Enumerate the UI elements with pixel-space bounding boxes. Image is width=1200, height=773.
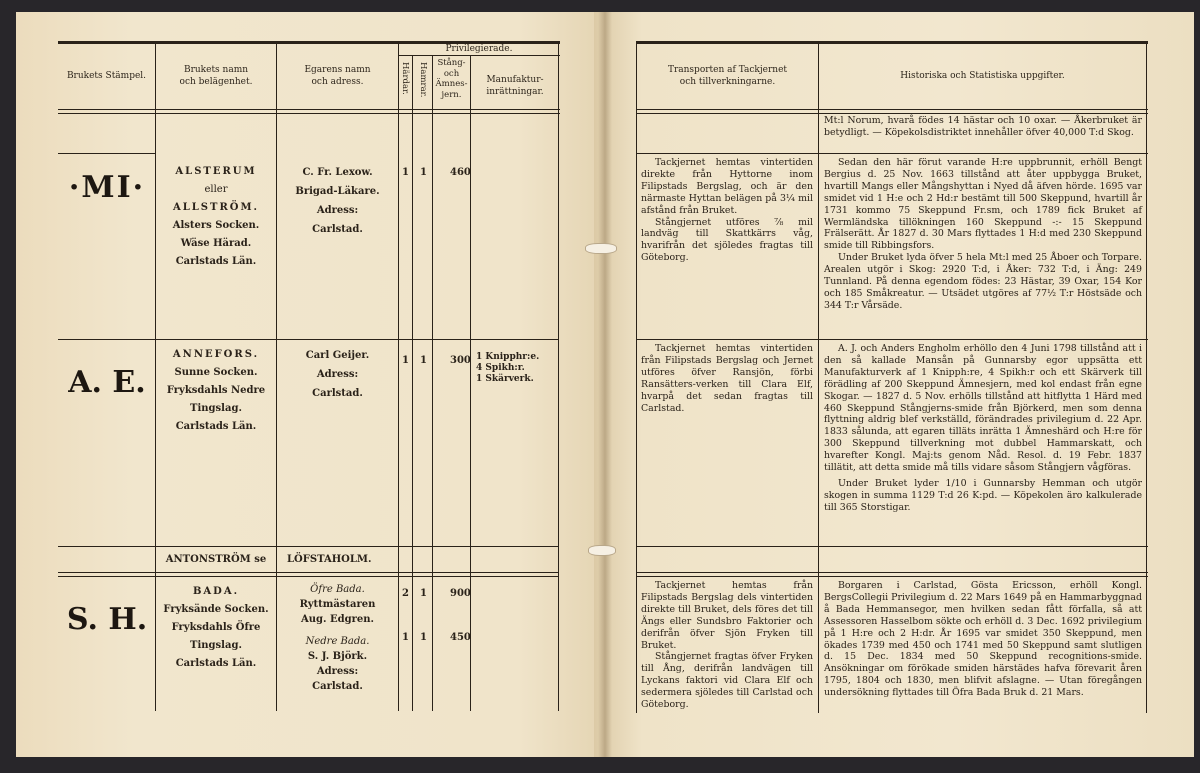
privileged-rule (398, 55, 560, 56)
right-row-rule-annefors (636, 546, 1148, 547)
hamrar-bada-nedre: 1 (420, 632, 427, 643)
row-rule-alsterum (58, 339, 558, 340)
header-manufaktur: Manufaktur- inrättningar. (486, 75, 544, 97)
stang-alsterum: 460 (450, 167, 471, 178)
header-stang: Stång- och Ämnes- jern. (435, 58, 468, 100)
right-row-rule-antonstrom (636, 572, 1148, 573)
stang-bada-ofre: 900 (450, 588, 471, 599)
header-history: Historiska och Statistiska uppgifter. (900, 71, 1065, 81)
works-name-alsterum: ALSTERUM eller ALLSTRÖM. Alsters Socken. Wäse Härad. Carlstads Län. (172, 166, 260, 267)
hardar-bada-ofre: 2 (402, 588, 409, 599)
hardar-bada-nedre: 1 (402, 632, 409, 643)
right-left-edge (636, 41, 637, 713)
works-name-annefors: ANNEFORS. Sunne Socken. Fryksdahls Nedre Tingslag. Carlstads Län. (166, 349, 266, 432)
right-top-rule (636, 41, 1148, 44)
row-rule-annefors (58, 546, 558, 547)
stang-annefors: 300 (450, 355, 471, 366)
owner-annefors: Carl Geijer. Adress: Carlstad. (305, 350, 370, 399)
binding-hole-bottom (588, 545, 616, 556)
stamp-row-rule-1 (58, 153, 156, 154)
right-row-rule-alsterum (636, 339, 1148, 340)
right-row-rule-cont (636, 153, 1148, 154)
transport-alsterum: Tackjernet hemtas vintertiden direkte från Hyttorne inom Filipstads Bergslag, och är den närmaste Hyttan belägen på 3¼ mil afstånd från Bruket. Stångjernet utföres ⅞ mil landväg till Skattkärrs våg, hvarifrån det sjöledes fragtas till Göteborg. (641, 157, 813, 264)
right-header-rule-1 (636, 109, 1148, 110)
col-divider-stang (470, 55, 471, 711)
history-continuation: Mt:l Norum, hvarå födes 14 hästar och 10 oxar. — Åkerbruket är betydligt. — Köpekolsdistriktet innehåller öfver 40,000 T:d Skog. (824, 115, 1142, 138)
left-header-rule-2 (58, 113, 560, 114)
hardar-alsterum: 1 (402, 167, 409, 178)
stamp-annefors: A. E. (68, 365, 146, 400)
hamrar-bada-ofre: 1 (420, 588, 427, 599)
header-stamp: Brukets Stämpel. (66, 71, 147, 81)
header-transport: Transporten af Tackjernet och tillverkningarne. (667, 65, 788, 87)
right-row-rule-antonstrom-2 (636, 576, 1148, 577)
ref-lofstaholm: LÖFSTAHOLM. (287, 554, 372, 565)
row-rule-antonstrom-2 (58, 576, 558, 577)
stamp-alsterum: ·MI· (68, 170, 146, 205)
hardar-annefors: 1 (402, 355, 409, 366)
left-header-rule-1 (58, 109, 560, 110)
manufaktur-annefors: 1 Knipphr:e. 4 Spikh:r. 1 Skärverk. (476, 352, 540, 384)
owner-alsterum: C. Fr. Lexow. Brigad-Läkare. Adress: Carlstad. (295, 167, 380, 235)
col-right-edge (558, 41, 559, 711)
history-alsterum: Sedan den här förut varande H:re uppbrunnit, erhöll Bengt Bergius d. 25 Nov. 1663 tillstånd att åter uppbygga Bruket, hvartill Mangs eller Mångshyttan i Nyed då äfven hörde. 1695 var smidet vid 1 H:e och 2 Hd:r bestämt till 500 Skeppund, hvartill år 1731 kommo 75 Skeppund Fr.sm, och 1789 fick Bruket af Wermländska tillökningen 160 Skeppund -:- 15 Skeppund Frälserätt. År 1827 d. 30 Mars flyttades 1 H:d med 230 Skeppund smide till Ribbingsfors. Under Bruket lyda öfver 5 hela Mt:l med 25 Åboer och Torpare. Arealen utgör i Skog: 2920 T:d, i Åker: 732 T:d, i Äng: 249 Tunnland. På denna egendom födes: 23 Hästar, 39 Oxar, 154 Kor och 185 Småkreatur. — Utsädet utgöres af 77½ T:r Höstsäde och 344 T:r Vårsäde. (824, 157, 1142, 311)
hamrar-alsterum: 1 (420, 167, 427, 178)
header-privileged: Privilegierade. (445, 44, 513, 54)
row-rule-antonstrom (58, 572, 558, 573)
right-right-edge (1146, 41, 1147, 713)
ref-antonstrom: ANTONSTRÖM se (165, 554, 267, 565)
hamrar-annefors: 1 (420, 355, 427, 366)
stang-bada-nedre: 450 (450, 632, 471, 643)
header-name: Brukets namn och belägenhet. (179, 65, 253, 87)
right-header-rule-2 (636, 113, 1148, 114)
stamp-bada: S. H. (66, 602, 148, 637)
header-hardar: Härdar. (400, 62, 410, 95)
book-gutter (598, 12, 612, 757)
owner-bada-ofre: Öfre Bada. Ryttmästaren Aug. Edgren. (299, 584, 376, 625)
transport-annefors: Tackjernet hemtas vintertiden från Filipstads Bergslag och Jernet utföres öfver Ransjön, förbi Ransätters-verken till Clara Elf, hvarpå det sedan fragtas till Carlstad. (641, 343, 813, 414)
binding-hole-top (585, 243, 617, 254)
col-divider-hardar (412, 55, 413, 711)
col-divider-hamrar (432, 55, 433, 711)
owner-bada-nedre: Nedre Bada. S. J. Björk. Adress: Carlstad. (305, 636, 370, 692)
header-owner: Egarens namn och adress. (304, 65, 371, 87)
header-hamrar: Hamrar. (418, 62, 428, 98)
works-name-bada: BADA. Fryksände Socken. Fryksdahls Öfre Tingslag. Carlstads Län. (163, 586, 269, 669)
history-annefors: A. J. och Anders Engholm erhöllo den 4 Juni 1798 tillstånd att i den så kallade Mansån på Gunnarsby egor uppsätta ett Manufakturverk af 1 Knipph:re, 4 Spikh:r och ett Skärverk till förädling af 200 Skeppund Ämnesjern, med kol endast från egne Skogar. — 1827 d. 5 Nov. erhölls tillstånd att hitflytta 1 Härd med 460 Skeppund Stångjerns-smide från Björkerd, men som denna flyttning aldrig blef verkställd, förändrades privilegium d. 22 Apr. 1833 sålunda, att egaren tilläts inrätta 1 Ämneshärd och H:re för 300 Skeppund tillverkning mot dubbel Hammarskatt, och hvarefter Kongl. Maj:ts genom Nåd. Resol. d. 19 Febr. 1837 tillätit, att detta smide må tills vidare såsom Stångjern vågföras. Under Bruket lyder 1/10 i Gunnarsby Hemman och utgör skogen in summa 1129 T:d 26 K:pd. — Köpekolen äro kalkulerade till 365 Storstigar. (824, 343, 1142, 513)
col-divider-owner (398, 41, 399, 711)
transport-bada: Tackjernet hemtas från Filipstads Bergslag dels vintertiden direkte till Bruket, dels föres det till Ängs eller Sundsbro Faktorier och derifrån öfver Sjön Fryken till Bruket. Stångjernet fragtas öfver Fryken till Ång, derifrån landvägen till Lyckans faktori vid Clara Elf och sedermera sjöledes till Carlstad och Göteborg. (641, 580, 813, 711)
right-col-divider (818, 41, 819, 713)
history-bada: Borgaren i Carlstad, Gösta Ericsson, erhöll Kongl. BergsCollegii Privilegium d. 22 Mars 1649 på en Hammarbyggnad å Bada Hemmansegor, men hvilken sedan fått förfalla, så att Assessoren Hasselbom sökte och erhöll d. 3 Dec. 1692 privilegium på 1 H:re och 2 H:dr. År 1695 var smidet 350 Skeppund, men ökades 1739 med 450 och 1741 med 50 Skeppund samt slutligen d. 15 Dec. 1834 med 50 Skeppund recognitions-smide. Ansökningar om förökade smiden härstädes hafva förevarit åren 1795, 1804 och 1830, men blifvit afslagne. — Utan föregången undersökning flyttades till Öfra Bada Bruk d. 21 Mars. (824, 580, 1142, 699)
